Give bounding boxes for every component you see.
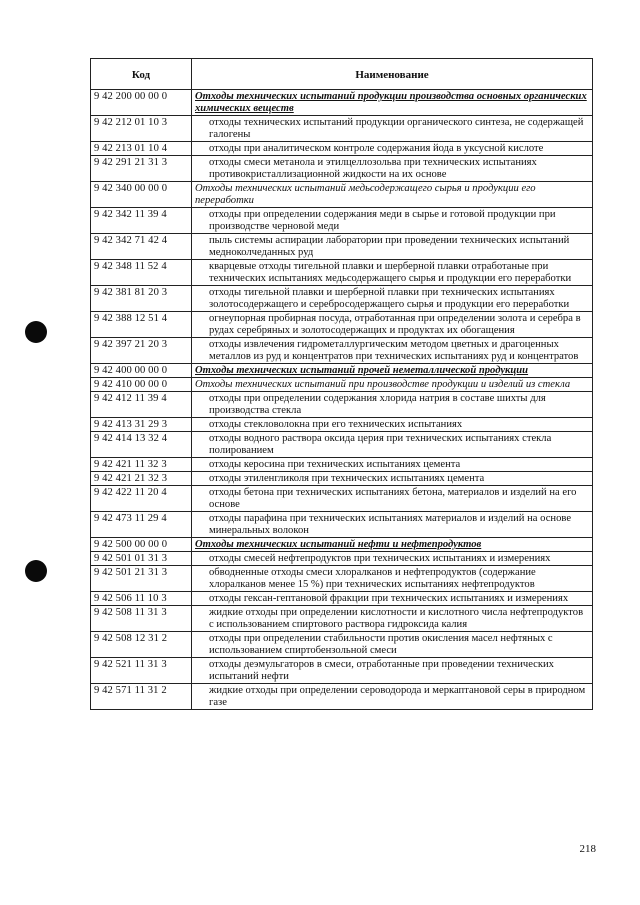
table-row: [91, 182, 593, 208]
row-name-text: отходы при определении содержания хлорида натрия в составе шихты для производства стекла: [209, 393, 546, 416]
row-name-text: отходы водного раствора оксида церия при технических испытаниях стекла полированием: [209, 433, 552, 456]
row-code-cell: 9 42 422 11 20 4: [91, 486, 192, 512]
row-name-text: отходы технических испытаний продукции органического синтеза, не содержащей галогены: [209, 117, 584, 140]
column-header-code: Код: [91, 59, 192, 90]
row-code-cell: 9 42 508 11 31 3: [91, 606, 192, 632]
row-code-cell: 9 42 397 21 20 3: [91, 338, 192, 364]
table-row: [91, 286, 593, 312]
row-name-cell: [192, 606, 593, 632]
row-name-cell: [192, 658, 593, 684]
row-name-text: отходы при определении содержания меди в сырье и готовой продукции при производстве черновой меди: [209, 209, 556, 232]
punch-hole-mark: [25, 560, 47, 582]
row-name-text: отходы этиленгликоля при технических испытаниях цемента: [209, 473, 485, 484]
table-row: [91, 208, 593, 234]
table-row: [91, 606, 593, 632]
table-row: [91, 338, 593, 364]
row-code-cell: 9 42 388 12 51 4: [91, 312, 192, 338]
row-name-text: отходы смеси метанола и этилцеллозольва при технических испытаниях противокристаллизационной жидкости на их основе: [209, 157, 537, 180]
row-code-cell: 9 42 212 01 10 3: [91, 116, 192, 142]
row-name-text: отходы керосина при технических испытаниях цемента: [209, 459, 461, 470]
row-name-cell: [192, 364, 593, 378]
row-name-text: Отходы технических испытаний продукции производства основных органических химических веществ: [195, 91, 587, 114]
table-row: [91, 378, 593, 392]
row-name-cell: [192, 156, 593, 182]
row-name-text: пыль системы аспирации лаборатории при проведении технических испытаний медноколчеданных руд: [209, 235, 570, 258]
row-name-cell: [192, 552, 593, 566]
row-code-cell: 9 42 521 11 31 3: [91, 658, 192, 684]
row-name-cell: [192, 90, 593, 116]
table-row: [91, 260, 593, 286]
page-number: 218: [579, 843, 596, 855]
table-row: [91, 538, 593, 552]
row-name-text: Отходы технических испытаний при производстве продукции и изделий из стекла: [195, 379, 571, 390]
row-name-cell: [192, 472, 593, 486]
row-name-text: отходы извлечения гидрометаллургическим методом цветных и драгоценных металлов из руд и концентратов при технических испытаниях руд и концентратов: [209, 339, 579, 362]
table-row: [91, 392, 593, 418]
row-name-cell: [192, 338, 593, 364]
table-row: [91, 156, 593, 182]
table-row: [91, 234, 593, 260]
row-code-cell: 9 42 291 21 31 3: [91, 156, 192, 182]
row-name-cell: [192, 538, 593, 552]
row-name-text: обводненные отходы смеси хлоралканов и нефтепродуктов (содержание хлоралканов менее 15 %) при технических испытаниях нефтепродуктов: [209, 567, 536, 590]
row-code-cell: 9 42 340 00 00 0: [91, 182, 192, 208]
row-name-cell: [192, 684, 593, 710]
waste-code-table: [90, 58, 593, 710]
table-row: [91, 486, 593, 512]
table-row: [91, 432, 593, 458]
row-code-cell: 9 42 400 00 00 0: [91, 364, 192, 378]
row-code-cell: 9 42 421 11 32 3: [91, 458, 192, 472]
row-name-cell: [192, 286, 593, 312]
row-name-text: отходы смесей нефтепродуктов при технических испытаниях и измерениях: [209, 553, 551, 564]
row-name-text: отходы стекловолокна при его технических испытаниях: [209, 419, 463, 430]
row-name-cell: [192, 208, 593, 234]
table-row: [91, 552, 593, 566]
table-row: [91, 472, 593, 486]
row-name-text: Отходы технических испытаний нефти и нефтепродуктов: [195, 539, 482, 550]
row-code-cell: 9 42 571 11 31 2: [91, 684, 192, 710]
row-name-text: Отходы технических испытаний медьсодержащего сырья и продукции его переработки: [195, 183, 536, 206]
table-header-row: [91, 59, 593, 90]
row-name-text: отходы при аналитическом контроле содержания йода в уксусной кислоте: [209, 143, 544, 154]
table-row: [91, 684, 593, 710]
table-row: [91, 90, 593, 116]
row-code-cell: 9 42 410 00 00 0: [91, 378, 192, 392]
table-row: [91, 142, 593, 156]
row-name-text: отходы гексан-гептановой фракции при технических испытаниях и измерениях: [209, 593, 569, 604]
row-name-cell: [192, 432, 593, 458]
row-name-cell: [192, 182, 593, 208]
row-name-cell: [192, 142, 593, 156]
row-name-cell: [192, 486, 593, 512]
row-name-cell: [192, 566, 593, 592]
row-name-cell: [192, 418, 593, 432]
row-code-cell: 9 42 200 00 00 0: [91, 90, 192, 116]
row-code-cell: 9 42 413 31 29 3: [91, 418, 192, 432]
row-code-cell: 9 42 414 13 32 4: [91, 432, 192, 458]
row-name-cell: [192, 632, 593, 658]
table-row: [91, 418, 593, 432]
row-name-text: огнеупорная пробирная посуда, отработанная при определении золота и серебра в рудах серебряных и золотосодержащих и продуктах их обогащения: [209, 313, 581, 336]
row-code-cell: 9 42 506 11 10 3: [91, 592, 192, 606]
row-name-cell: [192, 458, 593, 472]
table-row: [91, 312, 593, 338]
row-code-cell: 9 42 501 01 31 3: [91, 552, 192, 566]
table-row: [91, 632, 593, 658]
row-name-text: отходы деэмульгаторов в смеси, отработанные при проведении технических испытаний нефти: [209, 659, 554, 682]
row-name-text: жидкие отходы при определении кислотности и кислотного числа нефтепродуктов с использованием спиртового раствора гидроксида калия: [209, 607, 584, 630]
row-name-text: жидкие отходы при определении сероводорода и меркаптановой серы в природном газе: [209, 685, 586, 708]
row-code-cell: 9 42 213 01 10 4: [91, 142, 192, 156]
table-row: [91, 458, 593, 472]
row-code-cell: 9 42 473 11 29 4: [91, 512, 192, 538]
row-name-cell: [192, 392, 593, 418]
row-name-cell: [192, 312, 593, 338]
row-name-cell: [192, 234, 593, 260]
row-name-cell: [192, 378, 593, 392]
table-row: [91, 658, 593, 684]
table-row: [91, 364, 593, 378]
table-row: [91, 592, 593, 606]
row-code-cell: 9 42 421 21 32 3: [91, 472, 192, 486]
row-name-text: отходы тигельной плавки и шерберной плавки при технических испытаниях золотосодержащего и серебросодержащего сырья и продукции его переработки: [209, 287, 570, 310]
row-name-text: кварцевые отходы тигельной плавки и шерберной плавки отработаные при технических испытаниях медьсодержащего сырья и продукции его переработки: [209, 261, 572, 284]
row-name-text: отходы бетона при технических испытаниях бетона, материалов и изделий на его основе: [209, 487, 577, 510]
row-code-cell: 9 42 381 81 20 3: [91, 286, 192, 312]
row-code-cell: 9 42 342 11 39 4: [91, 208, 192, 234]
row-code-cell: 9 42 348 11 52 4: [91, 260, 192, 286]
row-name-cell: [192, 116, 593, 142]
row-name-cell: [192, 592, 593, 606]
row-name-text: Отходы технических испытаний прочей неметаллической продукции: [195, 365, 529, 376]
row-code-cell: 9 42 500 00 00 0: [91, 538, 192, 552]
table-row: [91, 566, 593, 592]
row-code-cell: 9 42 342 71 42 4: [91, 234, 192, 260]
row-code-cell: 9 42 412 11 39 4: [91, 392, 192, 418]
row-code-cell: 9 42 501 21 31 3: [91, 566, 192, 592]
table-row: [91, 512, 593, 538]
table-body: [91, 90, 593, 710]
row-name-cell: [192, 260, 593, 286]
row-name-text: отходы при определении стабильности против окисления масел нефтяных с использованием спиртобензольной смеси: [209, 633, 553, 656]
table-row: [91, 116, 593, 142]
row-name-cell: [192, 512, 593, 538]
punch-hole-mark: [25, 321, 47, 343]
column-header-name: Наименование: [192, 59, 593, 90]
row-name-text: отходы парафина при технических испытаниях материалов и изделий на основе минеральных волокон: [209, 513, 572, 536]
row-code-cell: 9 42 508 12 31 2: [91, 632, 192, 658]
